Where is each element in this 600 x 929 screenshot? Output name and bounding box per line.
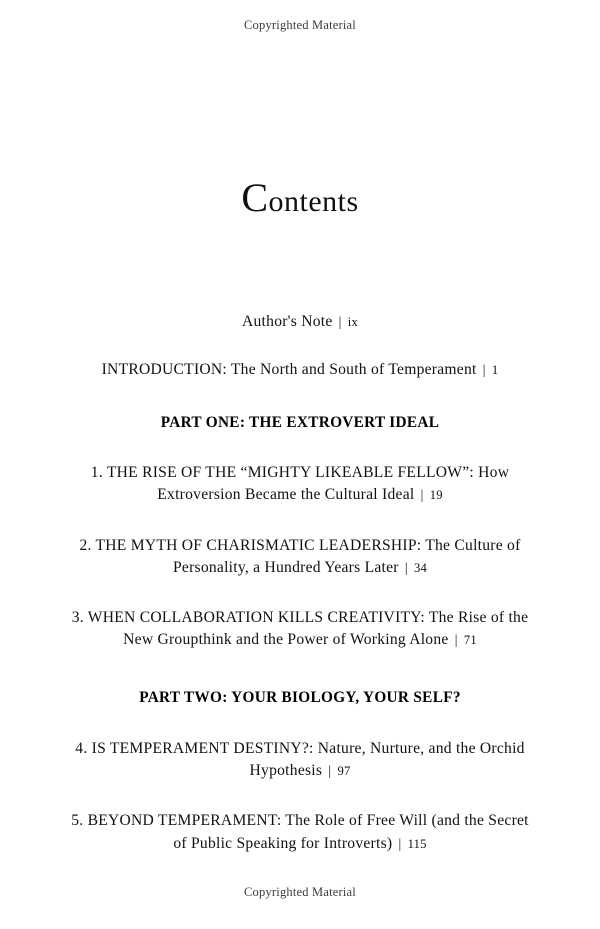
- part-heading-two: PART TWO: YOUR BIOLOGY, YOUR SELF?: [139, 689, 461, 707]
- title-rest: ontents: [268, 185, 359, 218]
- entry-caps: 1. THE RISE OF THE “MIGHTY LIKEABLE FELLOW”:: [90, 464, 474, 482]
- entry-separator: |: [404, 559, 408, 575]
- entry-page-number: 71: [463, 632, 477, 647]
- entry-text: Author's Note: [242, 313, 333, 330]
- entry-separator: |: [338, 314, 342, 329]
- page-title: [60, 175, 540, 220]
- entry-page-number: 19: [429, 488, 443, 503]
- toc-entry-chapter-3[interactable]: [70, 607, 530, 651]
- part-heading-one: PART ONE: THE EXTROVERT IDEAL: [160, 414, 440, 432]
- entry-text: Nature, Nurture, and the Orchid Hypothesis: [249, 740, 525, 780]
- entry-text: The Culture of Personality, a Hundred Years Later: [172, 536, 521, 576]
- toc-entry-chapter-2[interactable]: [70, 535, 530, 579]
- entry-text: How Extroversion Became the Cultural Ideal: [157, 464, 510, 504]
- entry-page-number: 1: [491, 363, 499, 378]
- toc-entry-chapter-1[interactable]: [70, 462, 530, 506]
- entry-caps: 4. IS TEMPERAMENT DESTINY?:: [75, 740, 314, 758]
- entry-page-number: 115: [407, 836, 427, 851]
- table-of-contents: [60, 175, 540, 855]
- entry-text: The North and South of Temperament: [227, 361, 477, 379]
- entry-page-number: ix: [347, 315, 358, 329]
- entry-separator: |: [398, 835, 402, 851]
- toc-entry-introduction[interactable]: [70, 359, 530, 381]
- title-dropcap: C: [241, 175, 269, 220]
- entry-page-number: 97: [337, 764, 351, 779]
- entry-caps: 2. THE MYTH OF CHARISMATIC LEADERSHIP:: [79, 536, 422, 554]
- entry-caps: INTRODUCTION:: [101, 361, 227, 379]
- entry-separator: |: [454, 631, 458, 647]
- toc-entry-authors-note[interactable]: [70, 311, 530, 333]
- entry-page-number: 34: [414, 560, 427, 575]
- entry-separator: |: [420, 487, 424, 503]
- watermark-top: Copyrighted Material: [244, 18, 356, 32]
- toc-entry-chapter-4[interactable]: [70, 738, 530, 782]
- entry-caps: 5. BEYOND TEMPERAMENT:: [71, 812, 282, 830]
- entry-separator: |: [328, 763, 332, 779]
- entry-separator: |: [482, 362, 486, 378]
- watermark-bottom: Copyrighted Material: [244, 885, 356, 899]
- entry-text: The Rise of the New Groupthink and the Power of Working Alone: [123, 608, 529, 648]
- toc-entry-chapter-5[interactable]: [70, 810, 530, 854]
- entry-text: The Role of Free Will (and the Secret of Public Speaking for Introverts): [173, 812, 529, 852]
- entry-caps: 3. WHEN COLLABORATION KILLS CREATIVITY:: [71, 608, 425, 626]
